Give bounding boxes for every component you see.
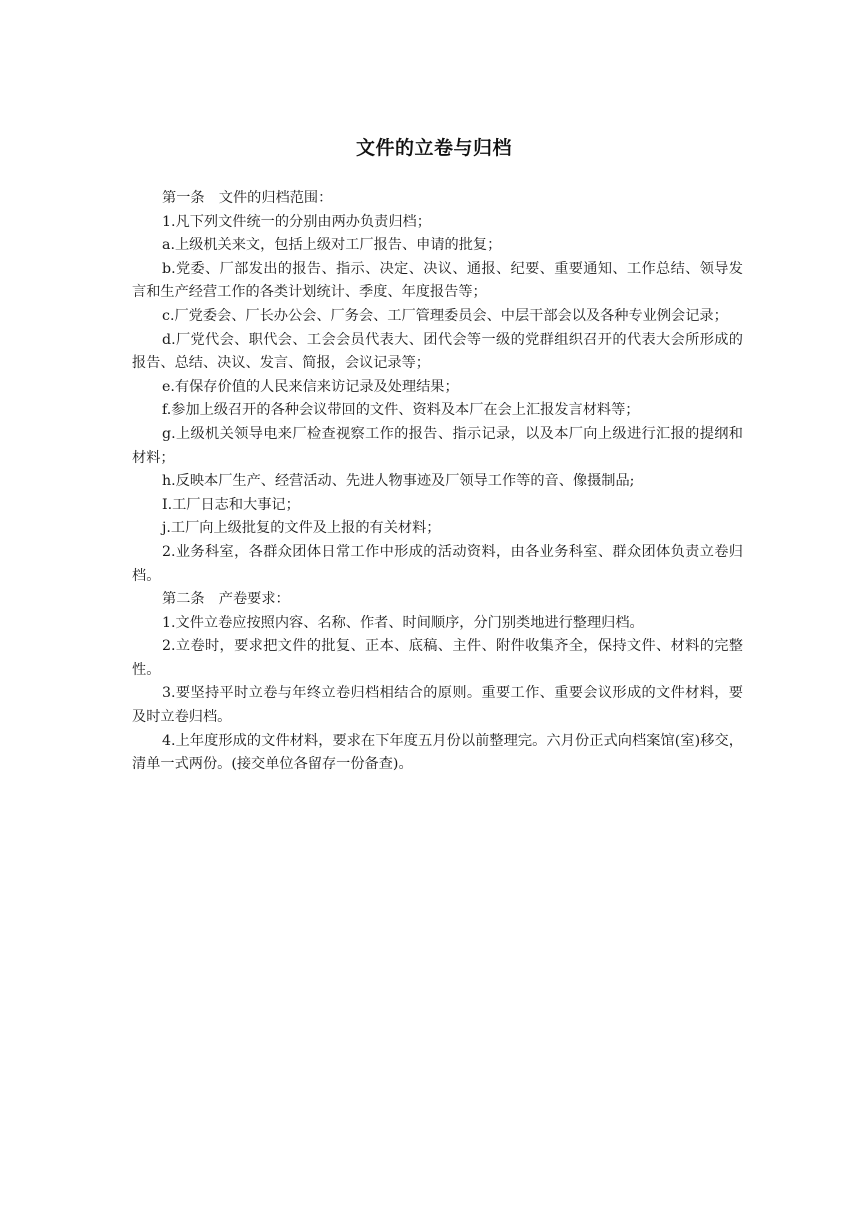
paragraph: b.党委、厂部发出的报告、指示、决定、决议、通报、纪要、重要通知、工作总结、领导发言和生产经营工作的各类计划统计、季度、年度报告等； [132,260,743,301]
paragraph: 3.要坚持平时立卷与年终立卷归档相结合的原则。重要工作、重要会议形成的文件材料，要及时立卷归档。 [132,685,743,726]
paragraph: g.上级机关领导电来厂检查视察工作的报告、指示记录，以及本厂向上级进行汇报的提纲和材料； [132,425,743,466]
article-1-heading: 第一条 文件的归档范围： [162,190,333,206]
paragraph: e.有保存价值的人民来信来访记录及处理结果； [162,378,459,395]
paragraph: h.反映本厂生产、经营活动、先进人物事迹及厂领导工作等的音、像摄制品; [162,473,635,490]
paragraph: 2.业务科室，各群众团体日常工作中形成的活动资料，由各业务科室、群众团体负责立卷归档。 [132,543,743,584]
paragraph: f.参加上级召开的各种会议带回的文件、资料及本厂在会上汇报发言材料等； [162,402,640,419]
paragraph: d.厂党代会、职代会、工会会员代表大、团代会等一级的党群组织召开的代表大会所形成的报告、总结、决议、发言、简报，会议记录等； [132,331,743,372]
paragraph: a.上级机关来文，包括上级对工厂报告、申请的批复； [162,237,502,254]
article-2-heading: 第二条 产卷要求： [162,591,290,608]
paragraph: 1.凡下列文件统一的分别由两办负责归档； [162,213,431,230]
paragraph: 1.文件立卷应按照内容、名称、作者、时间顺序，分门别类地进行整理归档。 [162,614,644,631]
paragraph: 2.立卷时，要求把文件的批复、正本、底稿、主件、附件收集齐全，保持文件、材料的完整性。 [132,638,743,678]
document-body [132,187,743,777]
paragraph: c.厂党委会、厂长办公会、厂务会、工厂管理委员会、中层干部会以及各种专业例会记录； [162,307,728,324]
paragraph: 4.上年度形成的文件材料，要求在下年度五月份以前整理完。六月份正式向档案馆(室)移交，清单一式两份。(接交单位各留存一份备查)。 [132,732,743,773]
document-title: 文件的立卷与归档 [355,137,512,159]
paragraph: I.工厂日志和大事记； [162,496,300,513]
paragraph: j.工厂向上级批复的文件及上报的有关材料； [162,520,441,537]
